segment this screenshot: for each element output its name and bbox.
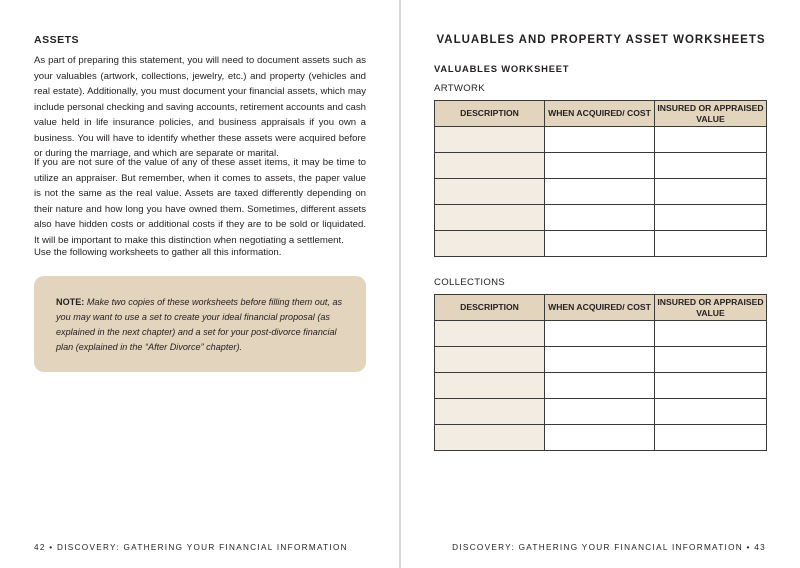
when-acquired-cell[interactable] [545,231,655,257]
collections-table [434,294,767,451]
description-cell[interactable] [435,153,545,179]
when-acquired-cell[interactable] [545,179,655,205]
when-acquired-cell[interactable] [545,425,655,451]
table-row [435,231,767,257]
description-cell[interactable] [435,425,545,451]
insured-value-cell[interactable] [655,321,767,347]
table-row [435,373,767,399]
book-spine [399,0,401,568]
insured-value-cell[interactable] [655,153,767,179]
insured-value-cell[interactable] [655,347,767,373]
table-row [435,399,767,425]
description-cell[interactable] [435,231,545,257]
insured-value-cell[interactable] [655,399,767,425]
section-title: ASSETS [34,34,80,46]
table-row [435,425,767,451]
note-label: NOTE: [56,297,85,307]
artwork-label: ARTWORK [434,83,485,94]
column-header-description: DESCRIPTION [435,295,545,321]
column-header-when-acquired: WHEN ACQUIRED/ COST [545,101,655,127]
column-header-insured-value: INSURED OR APPRAISED VALUE [655,101,767,127]
insured-value-cell[interactable] [655,179,767,205]
footer-right: DISCOVERY: GATHERING YOUR FINANCIAL INFORMATION • 43 [452,543,766,552]
table-row [435,179,767,205]
page-title: VALUABLES AND PROPERTY ASSET WORKSHEETS [436,34,766,46]
note-box [34,276,366,372]
when-acquired-cell[interactable] [545,153,655,179]
column-header-description: DESCRIPTION [435,101,545,127]
description-cell[interactable] [435,373,545,399]
insured-value-cell[interactable] [655,231,767,257]
artwork-rows [435,127,767,257]
table-row [435,127,767,153]
footer-left: 42 • DISCOVERY: GATHERING YOUR FINANCIAL INFORMATION [34,543,348,552]
when-acquired-cell[interactable] [545,373,655,399]
column-header-when-acquired: WHEN ACQUIRED/ COST [545,295,655,321]
description-cell[interactable] [435,399,545,425]
table-row [435,347,767,373]
when-acquired-cell[interactable] [545,127,655,153]
table-row [435,153,767,179]
paragraph-3: Use the following worksheets to gather all this information. [34,247,282,258]
table-row [435,321,767,347]
when-acquired-cell[interactable] [545,399,655,425]
when-acquired-cell[interactable] [545,347,655,373]
description-cell[interactable] [435,205,545,231]
insured-value-cell[interactable] [655,373,767,399]
description-cell[interactable] [435,321,545,347]
description-cell[interactable] [435,347,545,373]
insured-value-cell[interactable] [655,425,767,451]
when-acquired-cell[interactable] [545,205,655,231]
description-cell[interactable] [435,127,545,153]
note-text: Make two copies of these worksheets before filling them out, as you may want to use a set to create your ideal financial proposal (as explained in the next chapter) and a set for your post-divorce financial plan (explained in the “After Divorce” chapter). [56,297,343,352]
collections-label: COLLECTIONS [434,277,506,288]
artwork-table [434,100,767,257]
table-row [435,205,767,231]
description-cell[interactable] [435,179,545,205]
collections-rows [435,321,767,451]
insured-value-cell[interactable] [655,205,767,231]
paragraph-2: If you are not sure of the value of any of these asset items, it may be time to utilize an appraiser. But remember, when it comes to assets, the paper value is not the same as the real value. Assets are taxed differently depending on their nature and how long you have owned them. Sometimes, different assets also have hidden costs or additional costs if they are to be sold or liquidated. It will be important to make this distinction when negotiating a settlement. [34,157,366,246]
worksheet-subtitle: VALUABLES WORKSHEET [434,63,570,74]
column-header-insured-value: INSURED OR APPRAISED VALUE [655,295,767,321]
insured-value-cell[interactable] [655,127,767,153]
paragraph-1: As part of preparing this statement, you will need to document assets such as your valuables (artwork, collections, jewelry, etc.) and property (vehicles and real estate). Additionally, you must document your financial assets, which may include personal checking and saving accounts, retirement accounts and cash value held in life insurance policies, and business appraisals if you own a business. You will have to identify whether these assets were acquired before or during the marriage, and which are separate or marital. [34,55,366,159]
when-acquired-cell[interactable] [545,321,655,347]
